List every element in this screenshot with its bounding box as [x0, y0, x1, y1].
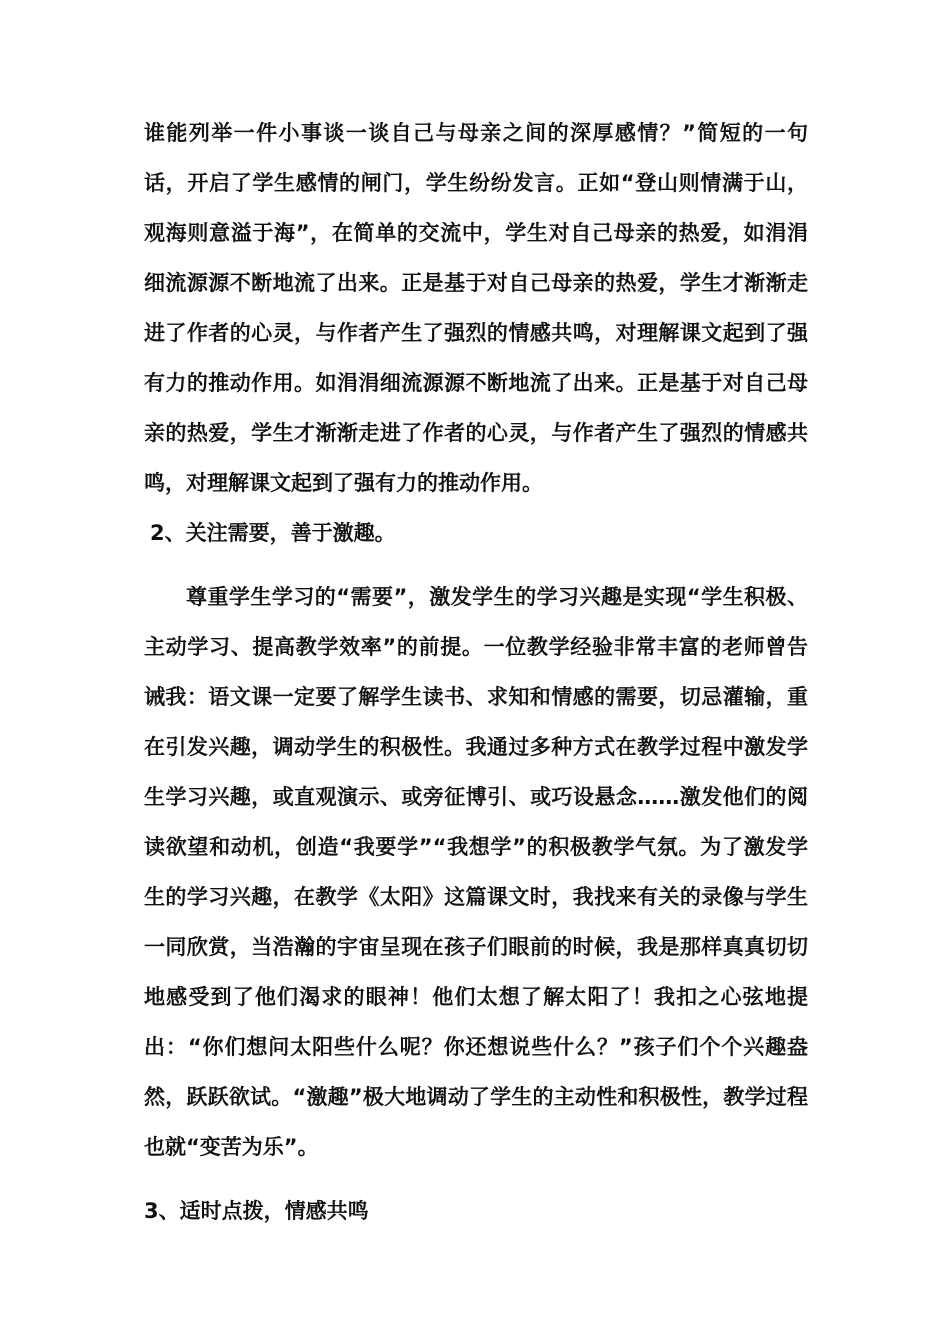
section-heading-2: 2、关注需要，善于激趣。 — [150, 521, 396, 545]
document-body — [144, 108, 808, 1236]
paragraph-interest: 尊重学生学习的“需要”，激发学生的学习兴趣是实现“学生积极、主动学习、提高教学效率”的前提。一位教学经验非常丰富的老师曾告诫我：语文课一定要了解学生读书、求知和情感的需要，切忌灌输，重在引发兴趣，调动学生的积极性。我通过多种方式在教学过程中激发学生学习兴趣，或直观演示、或旁征博引、或巧设悬念……激发他们的阅读欲望和动机，创造“我要学”“我想学”的积极教学气氛。为了激发学生的学习兴趣，在教学《太阳》这篇课文时，我找来有关的录像与学生一同欣赏，当浩瀚的宇宙呈现在孩子们眼前的时候，我是那样真真切切地感受到了他们渴求的眼神！他们太想了解太阳了！我扣之心弦地提出：“你们想问太阳些什么呢？你还想说些什么？”孩子们个个兴趣盎然，跃跃欲试。“激趣”极大地调动了学生的主动性和积极性，教学过程也就“变苦为乐”。 — [144, 585, 808, 1159]
section-heading-3: 3、适时点拨，情感共鸣 — [144, 1199, 369, 1223]
paragraph-mother-story: 谁能列举一件小事谈一谈自己与母亲之间的深厚感情？”简短的一句话，开启了学生感情的闸门，学生纷纷发言。正如“登山则情满于山，观海则意溢于海”，在简单的交流中，学生对自己母亲的热爱，如涓涓细流源源不断地流了出来。正是基于对自己母亲的热爱，学生才渐渐走进了作者的心灵，与作者产生了强烈的情感共鸣，对理解课文起到了强有力的推动作用。如涓涓细流源源不断地流了出来。正是基于对自己母亲的热爱，学生才渐渐走进了作者的心灵，与作者产生了强烈的情感共鸣，对理解课文起到了强有力的推动作用。 — [144, 121, 808, 495]
